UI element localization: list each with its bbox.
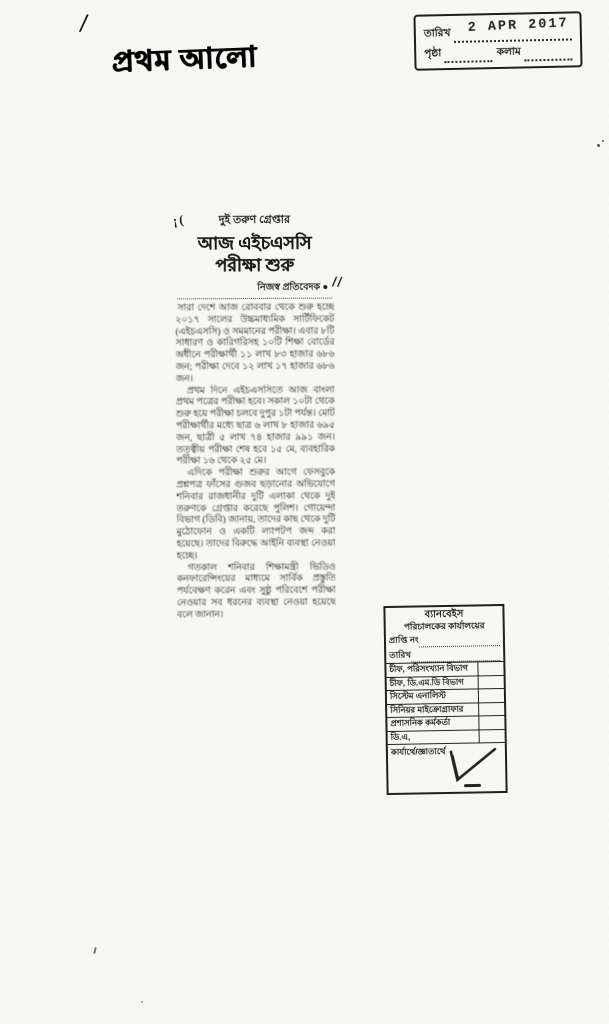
- dotted-fill-line: [524, 46, 573, 61]
- banbeis-receipt-routing-stamp: [383, 604, 507, 795]
- newspaper-masthead-title: প্রথম আলো: [111, 41, 258, 79]
- dotted-rule: [177, 297, 332, 300]
- article-paragraph: গতকাল শনিবার শিক্ষামন্ত্রী ভিডিও কনফারেন্সিংয়ের মাধ্যমে সার্বিক প্রস্তুতি পর্যবেক্ষণ করেন এবং সুষ্ঠু পরিবেশে পরীক্ষা নেওয়ার সব ধরনের ব্যবস্থা নেওয়া হয়েছে বলে জানান।: [176, 562, 336, 621]
- routing-row-label: প্রশাসনিক কর্মকর্তা: [390, 717, 451, 729]
- stamp-date-label: তারিখ: [423, 26, 451, 40]
- pen-slash-mark: /: [78, 7, 90, 39]
- headline-line-1: আজ এইচএসসি: [197, 232, 312, 254]
- article-kicker: দুই তরুণ গ্রেপ্তার: [218, 213, 291, 227]
- ink-speck: [602, 140, 604, 142]
- receipt-footer-label: কার্যার্থে/জ্ঞাতার্থে: [390, 746, 446, 757]
- routing-row-label: সিস্টেম এনালিস্ট: [389, 690, 446, 702]
- receipt-footer-cell: [388, 742, 506, 793]
- receipt-org-name: ব্যানবেইস: [424, 608, 464, 621]
- headline-line-2: পরীক্ষা শুরু: [215, 254, 294, 276]
- routing-row-tick-cell: [477, 662, 503, 675]
- routing-row-tick-cell: [478, 702, 504, 715]
- ink-speck: [597, 144, 600, 147]
- handwritten-checkmark-signature-icon: [437, 745, 500, 790]
- routing-row-label: চীফ, ডি.এম.ডি বিভাগ: [389, 676, 464, 688]
- routing-row-label: সিনিয়র মাইক্রোগ্রাফার: [390, 703, 464, 715]
- routing-row-label: চীফ, পরিসংখ্যান বিভাগ: [389, 662, 468, 675]
- routing-row: [386, 661, 503, 677]
- receipt-number-line: [386, 631, 503, 648]
- routing-row-tick-cell: [478, 689, 504, 702]
- dotted-fill-line: [411, 651, 500, 663]
- routing-row-tick-cell: [478, 716, 504, 729]
- article-paragraph: প্রথম দিনে এইচএসসিতে আজ বাংলা প্রথম পত্রের পরীক্ষা হবে। সকাল ১০টা থেকে শুরু হয়ে পরীক্ষা চলবে দুপুর ১টা পর্যন্ত। মোট পরীক্ষার্থীর মধ্যে ছাত্র ৬ লাখ ৮ হাজার ৬৯৫ জন, ছাত্রী ৫ লাখ ৭৪ হাজার ৯৯১ জন। তত্ত্বীয় পরীক্ষা শেষ হবে ১৫ মে, ব্যবহারিক পরীক্ষা ১৬ থেকে ২৫ মে।: [175, 385, 336, 467]
- stamp-page-label: পৃষ্ঠা: [424, 47, 442, 60]
- receipt-number-label: প্রাপ্তি নং: [388, 634, 419, 645]
- ink-speck: [93, 947, 96, 954]
- dotted-fill-line: [444, 48, 493, 63]
- pen-quote-mark-left: ¡(: [171, 211, 187, 229]
- pen-quote-mark-right: //: [331, 274, 343, 291]
- receipt-office-name: পরিচালকের কার্যালয়ের: [403, 620, 485, 632]
- date-stamp-box: [413, 11, 582, 71]
- article-paragraph: সারা দেশে আজ রোববার থেকে শুরু হচ্ছে ২০১৭ সালের উচ্চমাধ্যমিক সার্টিফিকেট (এইচএসসি) ও সমমানের পরীক্ষা। এবার ৮টি সাধারণ ও কারিগরিসহ ১০টি শিক্ষা বোর্ডের অধীনে পরীক্ষার্থী ১১ লাখ ৮৩ হাজার ৬৮৬ জন; পরীক্ষা দেবে ১২ লাখ ১৭ হাজার ৬৮৬ জন।: [175, 302, 335, 385]
- ink-speck: [141, 1001, 143, 1003]
- stamp-column-label: কলাম: [496, 45, 521, 59]
- routing-row: [387, 715, 504, 731]
- receipt-date-line: [386, 646, 503, 663]
- article-paragraph: এদিকে পরীক্ষা শুরুর আগে ফেসবুকে প্রশ্নপত্র ফাঁসের গুজব ছড়ানোর অভিযোগে শনিবার রাজধানীর দুটি এলাকা থেকে দুই তরুণকে গ্রেপ্তার করেছে পুলিশ। গোয়েন্দা বিভাগ (ডিবি) জানায়, তাদের কাছ থেকে দুটি মুঠোফোন ও একটি ল্যাপটপ জব্দ করা হয়েছে। তাদের বিরুদ্ধে আইনি ব্যবস্থা নেওয়া হচ্ছে।: [176, 467, 336, 562]
- news-article-clipping: [171, 210, 343, 666]
- article-body-text: [175, 303, 336, 666]
- article-kicker-row: [171, 210, 334, 231]
- routing-row-label: ডি.এ,: [390, 731, 411, 742]
- receipt-date-label: তারিখ: [389, 649, 412, 660]
- article-byline: নিজস্ব প্রতিবেদক ●: [257, 282, 329, 293]
- routing-row-tick-cell: [479, 729, 505, 742]
- routing-row: [387, 688, 504, 704]
- rubber-stamp-date: 2 APR 2017: [467, 16, 570, 36]
- dotted-fill-line: [419, 636, 501, 647]
- routing-row-tick-cell: [478, 675, 504, 688]
- routing-row: [387, 701, 504, 717]
- routing-row: [387, 674, 504, 690]
- stamp-page-column-row: [424, 40, 572, 63]
